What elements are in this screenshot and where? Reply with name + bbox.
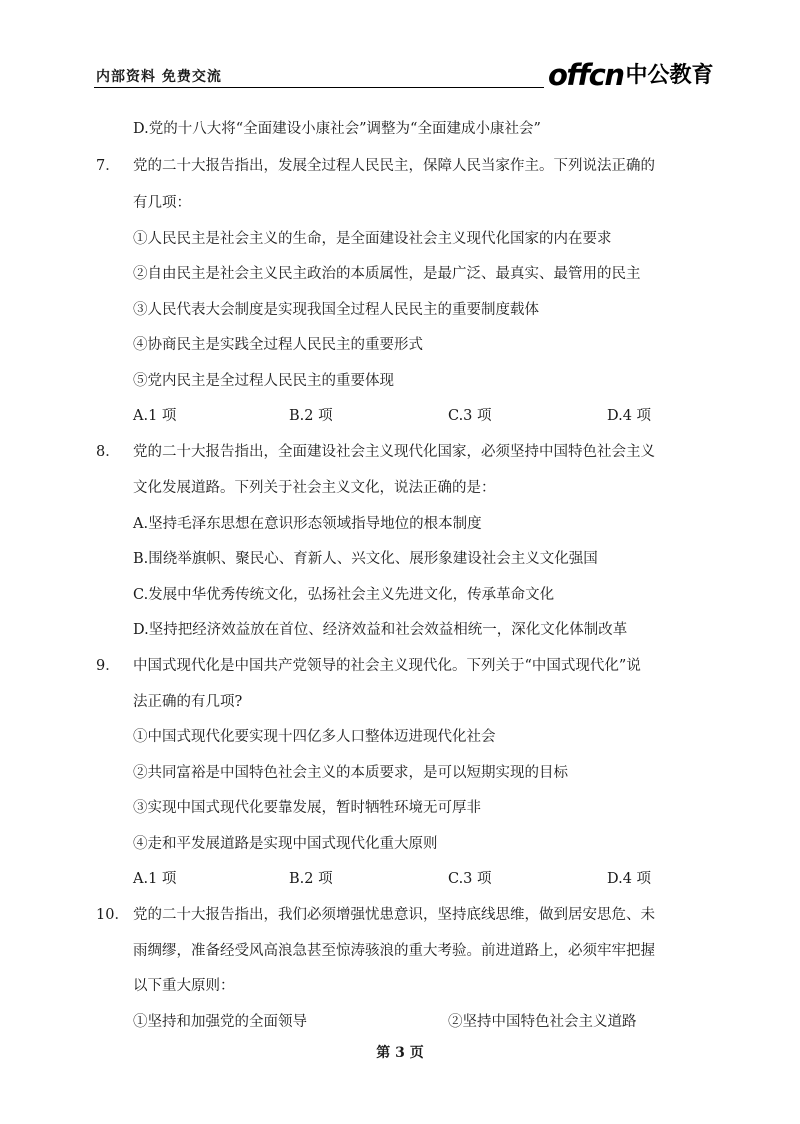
question-number: 10． — [96, 907, 129, 923]
statement-item: ⑤党内民主是全过程人民民主的重要体现 — [133, 373, 394, 389]
answer-option-d: D.坚持把经济效益放在首位、经济效益和社会效益相统一，深化文化体制改革 — [133, 622, 628, 638]
question-text: 党的二十大报告指出，我们必须增强忧患意识，坚持底线思维，做到居安思危、未 — [133, 907, 655, 923]
question-number: 9． — [96, 658, 120, 674]
option-line: D.党的十八大将“全面建设小康社会”调整为“全面建成小康社会” — [133, 121, 541, 137]
question-text: 雨绸缪，准备经受风高浪急甚至惊涛骇浪的重大考验。前进道路上，必须牢牢把握 — [133, 943, 655, 959]
answer-option-b: B.2 项 — [289, 871, 333, 887]
answer-option-c: C.3 项 — [448, 871, 492, 887]
answer-option-c: C.发展中华优秀传统文化，弘扬社会主义先进文化，传承革命文化 — [133, 587, 555, 603]
answer-option-a: A.1 项 — [133, 871, 177, 887]
header-left-text: 内部资料 免费交流 — [96, 69, 222, 85]
statement-item: ①人民民主是社会主义的生命，是全面建设社会主义现代化国家的内在要求 — [133, 231, 612, 247]
statement-item: ②坚持中国特色社会主义道路 — [448, 1014, 637, 1030]
answer-option-b: B.围绕举旗帜、聚民心、育新人、兴文化、展形象建设社会主义文化强国 — [133, 551, 598, 567]
statement-item: ①坚持和加强党的全面领导 — [133, 1014, 307, 1030]
question-text: 以下重大原则： — [133, 978, 235, 994]
answer-option-c: C.3 项 — [448, 408, 492, 424]
statement-item: ①中国式现代化要实现十四亿多人口整体迈进现代化社会 — [133, 729, 496, 745]
question-text: 党的二十大报告指出，全面建设社会主义现代化国家，必须坚持中国特色社会主义 — [133, 444, 655, 460]
page-number: 第 3 页 — [376, 1045, 424, 1061]
question-text: 法正确的有几项? — [133, 694, 243, 710]
question-number: 8． — [96, 444, 120, 460]
offcn-logo — [548, 58, 714, 92]
statement-item: ②自由民主是社会主义民主政治的本质属性，是最广泛、最真实、最管用的民主 — [133, 266, 641, 282]
answer-option-a: A.1 项 — [133, 408, 177, 424]
question-text: 党的二十大报告指出，发展全过程人民民主，保障人民当家作主。下列说法正确的 — [133, 158, 655, 174]
question-text: 中国式现代化是中国共产党领导的社会主义现代化。下列关于“中国式现代化”说 — [133, 658, 641, 674]
logo-latin: offcn — [548, 58, 624, 92]
statement-item: ③实现中国式现代化要靠发展，暂时牺牲环境无可厚非 — [133, 800, 481, 816]
statement-item: ②共同富裕是中国特色社会主义的本质要求，是可以短期实现的目标 — [133, 765, 568, 781]
answer-option-d: D.4 项 — [607, 408, 652, 424]
question-number: 7． — [96, 158, 120, 174]
question-text: 文化发展道路。下列关于社会主义文化，说法正确的是： — [133, 480, 496, 496]
logo-cn: 中公教育 — [625, 63, 714, 88]
header-rule — [94, 87, 544, 88]
answer-option-a: A.坚持毛泽东思想在意识形态领域指导地位的根本制度 — [133, 516, 482, 532]
answer-option-b: B.2 项 — [289, 408, 333, 424]
statement-item: ③人民代表大会制度是实现我国全过程人民民主的重要制度载体 — [133, 302, 539, 318]
statement-item: ④协商民主是实践全过程人民民主的重要形式 — [133, 337, 423, 353]
statement-item: ④走和平发展道路是实现中国式现代化重大原则 — [133, 836, 438, 852]
question-text: 有几项： — [133, 195, 191, 211]
answer-option-d: D.4 项 — [607, 871, 652, 887]
